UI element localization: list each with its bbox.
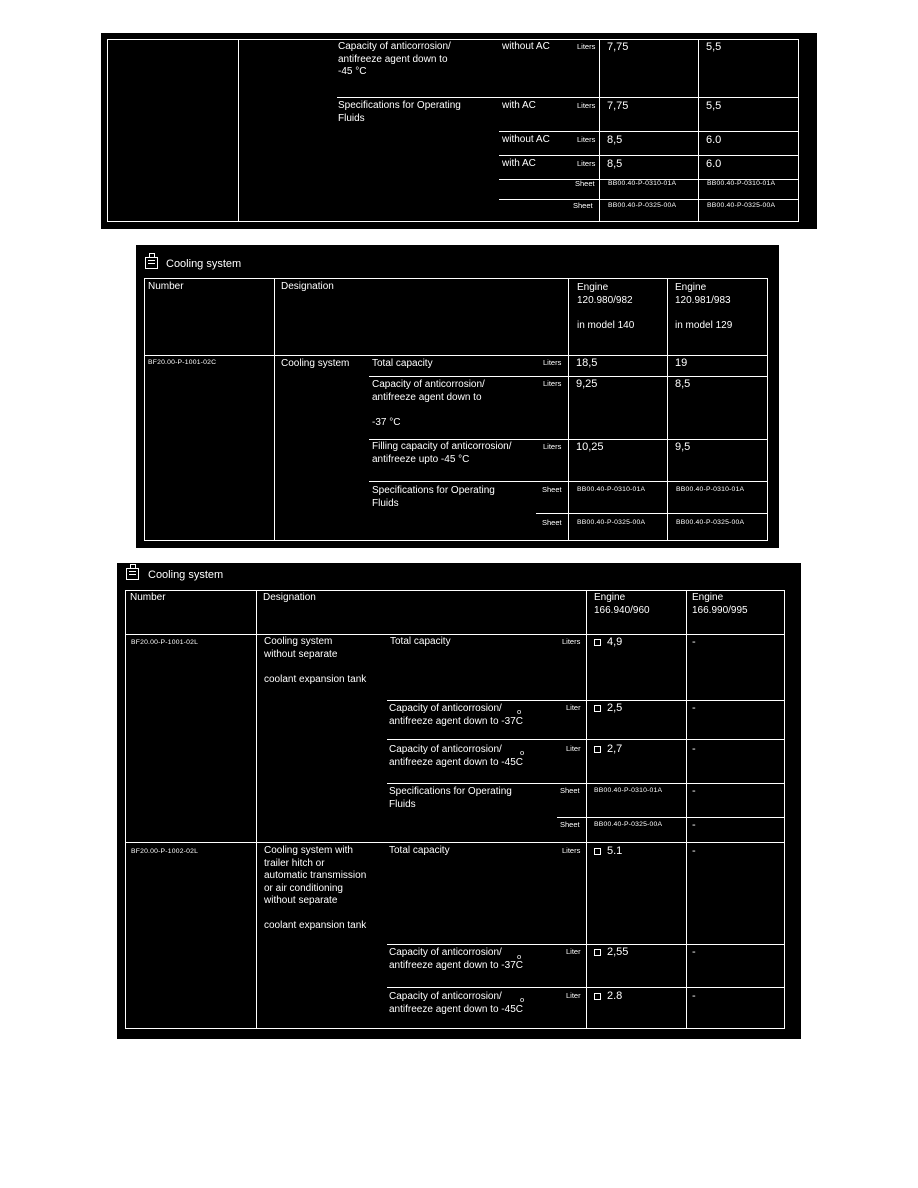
table3-value-text: 2,55: [607, 946, 629, 958]
table2-unit: Liters: [543, 379, 562, 388]
table1-row-sep: [499, 131, 799, 132]
table3-value-2: -: [692, 702, 696, 714]
table1-value-2: 5,5: [706, 100, 722, 112]
table3-row-sep: [387, 987, 785, 988]
table2-sheet-ref: BB00.40-P-0310-01A: [676, 486, 745, 493]
section-title: Cooling system: [166, 258, 242, 270]
table3-value-2: -: [692, 785, 696, 797]
header-designation: Designation: [281, 281, 334, 292]
table2-unit: Sheet: [542, 518, 562, 527]
table3-row-sep: [387, 739, 785, 740]
table3-border-left: [125, 590, 126, 1029]
designation: Cooling system without separate coolant expansion tank: [264, 636, 367, 685]
table3-value-1: [594, 636, 622, 649]
degree-mark: o: [520, 748, 525, 757]
table2-value-1: 10,25: [576, 441, 604, 453]
table1-sheet-ref: BB00.40-P-0325-00A: [608, 202, 677, 209]
table3-group-sep: [125, 842, 785, 843]
table2-unit: Liters: [543, 358, 562, 367]
table2-col-sep: [274, 278, 275, 541]
table2-panel: [136, 245, 779, 548]
coolant-reservoir-icon: [145, 257, 158, 269]
degree-mark: o: [517, 707, 522, 716]
table3-value-text: 4,9: [607, 636, 623, 648]
table3-sheet-ref: BB00.40-P-0325-00A: [594, 821, 663, 828]
table2-sheet-ref: BB00.40-P-0325-00A: [577, 519, 646, 526]
table3-value-1: [594, 845, 622, 858]
bullet-icon: [594, 949, 601, 956]
table2-desc: Specifications for Operating Fluids: [372, 485, 495, 509]
table2-value-1: 18,5: [576, 357, 598, 369]
table3-value-2: -: [692, 636, 696, 648]
bullet-icon: [594, 705, 601, 712]
table2-row-sep: [369, 376, 767, 377]
table2-value-2: 19: [675, 357, 688, 369]
table2-col-sep: [667, 278, 668, 541]
table1-unit: Sheet: [575, 179, 595, 188]
table3-unit: Liters: [562, 846, 581, 855]
table2-unit: Sheet: [542, 485, 562, 494]
table2-row-sep: [369, 439, 767, 440]
doc-number: BF20.00-P-1002-02L: [131, 848, 199, 855]
bullet-icon: [594, 746, 601, 753]
header-engine-2: Engine 166.990/995: [692, 592, 748, 616]
designation: Cooling system with trailer hitch or automatic transmission or air conditioning without separate coolant expansion tank: [264, 845, 367, 931]
table3-desc: Capacity of anticorrosion/ antifreeze agent down to -45C: [389, 744, 523, 768]
table1-border-top: [107, 39, 799, 40]
table3-value-text: 2,5: [607, 702, 623, 714]
table1-desc: Specifications for Operating Fluids: [338, 100, 461, 124]
table3-desc: Total capacity: [390, 636, 451, 647]
header-number: Number: [130, 592, 166, 603]
table2-desc: Total capacity: [372, 358, 433, 369]
bullet-icon: [594, 993, 601, 1000]
table2-value-1: 9,25: [576, 378, 598, 390]
table3-value-2: -: [692, 743, 696, 755]
table3-desc: Capacity of anticorrosion/ antifreeze agent down to -37C: [389, 703, 523, 727]
table2-col-sep: [568, 278, 569, 541]
table3-border-right: [784, 590, 785, 1029]
table2-border-top: [144, 278, 767, 279]
table2-border-bottom: [144, 540, 767, 541]
bullet-icon: [594, 639, 601, 646]
header-engine-1: Engine 166.940/960: [594, 592, 650, 616]
table1-unit: Liters: [577, 135, 596, 144]
table1-condition: without AC: [502, 41, 550, 52]
table3-col-sep: [256, 590, 257, 1029]
header-engine-2: Engine 120.981/983 in model 129: [675, 282, 733, 331]
designation: Cooling system: [281, 358, 350, 369]
table1-value-1: 8,5: [607, 134, 623, 146]
table3-value-2: -: [692, 845, 696, 857]
table1-value-2: 6.0: [706, 134, 722, 146]
table1-panel: [101, 33, 817, 229]
table1-unit: Liters: [577, 42, 596, 51]
table3-desc: Total capacity: [389, 845, 450, 856]
table3-header-sep: [125, 634, 785, 635]
degree-mark: o: [517, 952, 522, 961]
table3-unit: Liter: [566, 744, 581, 753]
table1-border-left: [107, 39, 108, 222]
table1-value-2: 6.0: [706, 158, 722, 170]
degree-mark: o: [520, 995, 525, 1004]
section-title: Cooling system: [148, 569, 224, 581]
table1-row-sep: [337, 97, 799, 98]
table1-unit: Sheet: [573, 201, 593, 210]
header-designation: Designation: [263, 592, 316, 603]
table1-value-2: 5,5: [706, 41, 722, 53]
table2-row-sep: [369, 481, 767, 482]
table1-condition: without AC: [502, 134, 550, 145]
table3-unit: Liter: [566, 991, 581, 1000]
doc-number: BF20.00-P-1001-02C: [148, 359, 217, 366]
table3-value-1: [594, 702, 622, 715]
table3-desc: Specifications for Operating Fluids: [389, 786, 512, 810]
table1-border-bottom: [107, 221, 799, 222]
table3-row-sep: [557, 817, 785, 818]
table3-value-text: 5.1: [607, 845, 623, 857]
table3-row-sep: [387, 700, 785, 701]
table1-col-sep: [238, 39, 239, 222]
table3-value-text: 2.8: [607, 990, 623, 1002]
table3-value-2: -: [692, 946, 696, 958]
table1-row-sep: [499, 155, 799, 156]
table3-desc: Capacity of anticorrosion/ antifreeze agent down to -45C: [389, 991, 523, 1015]
table3-row-sep: [387, 944, 785, 945]
table2-border-left: [144, 278, 145, 541]
table2-desc: Capacity of anticorrosion/ antifreeze agent down to -37 °C: [372, 379, 485, 428]
table3-value-text: 2,7: [607, 743, 623, 755]
table3-unit: Sheet: [560, 820, 580, 829]
bullet-icon: [594, 848, 601, 855]
table2-unit: Liters: [543, 442, 562, 451]
table3-desc: Capacity of anticorrosion/ antifreeze agent down to -37C: [389, 947, 523, 971]
table3-row-sep: [387, 783, 785, 784]
table2-border-right: [767, 278, 768, 541]
table1-value-1: 8,5: [607, 158, 623, 170]
table2-sheet-ref: BB00.40-P-0310-01A: [577, 486, 646, 493]
table2-desc: Filling capacity of anticorrosion/ antifreeze upto -45 °C: [372, 441, 512, 465]
table1-condition: with AC: [502, 100, 536, 111]
table1-value-1: 7,75: [607, 100, 629, 112]
table3-value-1: [594, 946, 628, 959]
doc-number: BF20.00-P-1001-02L: [131, 639, 199, 646]
table3-sheet-ref: BB00.40-P-0310-01A: [594, 787, 663, 794]
table2-row-sep: [536, 513, 767, 514]
header-number: Number: [148, 281, 184, 292]
table1-sheet-ref: BB00.40-P-0310-01A: [707, 180, 776, 187]
table3-col-sep: [686, 590, 687, 1029]
table2-value-2: 9,5: [675, 441, 691, 453]
table3-unit: Liter: [566, 703, 581, 712]
table1-sheet-ref: BB00.40-P-0310-01A: [608, 180, 677, 187]
table3-unit: Liters: [562, 637, 581, 646]
table3-value-2: -: [692, 819, 696, 831]
table3-value-2: -: [692, 990, 696, 1002]
header-engine-1: Engine 120.980/982 in model 140: [577, 282, 635, 331]
coolant-reservoir-icon: [126, 568, 139, 580]
table2-sheet-ref: BB00.40-P-0325-00A: [676, 519, 745, 526]
table3-col-sep: [586, 590, 587, 1029]
table1-condition: with AC: [502, 158, 536, 169]
table3-value-1: [594, 990, 622, 1003]
table2-header-sep: [144, 355, 767, 356]
table1-value-1: 7,75: [607, 41, 629, 53]
table3-unit: Sheet: [560, 786, 580, 795]
table1-sheet-ref: BB00.40-P-0325-00A: [707, 202, 776, 209]
table1-unit: Liters: [577, 101, 596, 110]
table3-panel: [117, 563, 801, 1039]
table1-desc: Capacity of anticorrosion/ antifreeze agent down to -45 °C: [338, 41, 451, 77]
table1-unit: Liters: [577, 159, 596, 168]
table3-value-1: [594, 743, 622, 756]
table3-unit: Liter: [566, 947, 581, 956]
table2-value-2: 8,5: [675, 378, 691, 390]
